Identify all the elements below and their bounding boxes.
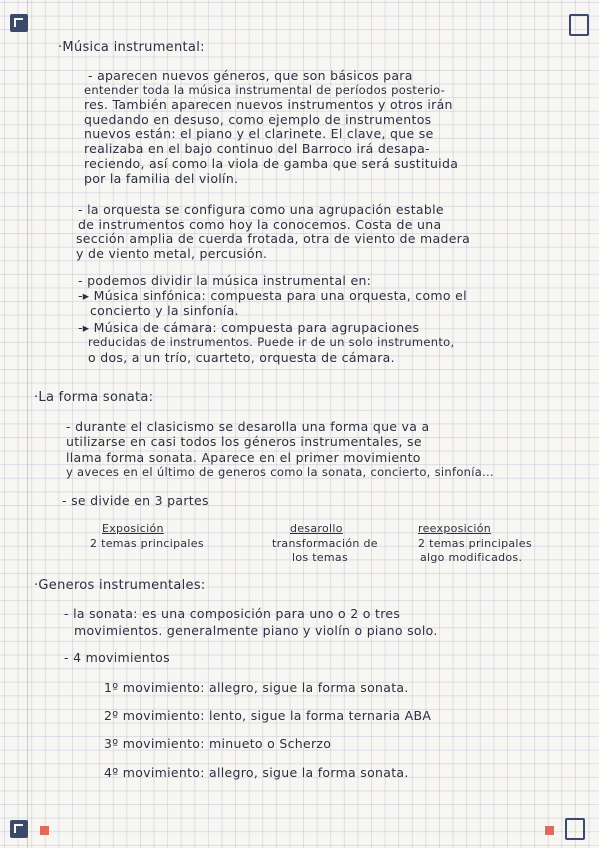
text-line: - la sonata: es una composición para uno o 2 o tres (64, 606, 401, 621)
column-text: algo modificados. (420, 551, 523, 564)
text-line: y aveces en el último de generos como la sonata, concierto, sinfonía... (66, 465, 494, 479)
corner-mark-icon (569, 14, 589, 36)
column-title-reexposicion: reexposición (418, 522, 492, 535)
text-line: res. También aparecen nuevos instrumentos y otros irán (84, 97, 453, 112)
text-line: sección amplia de cuerda frotada, otra de viento de madera (76, 231, 471, 246)
text-line: realizaba en el bajo continuo del Barroco irá desapa- (84, 141, 430, 156)
text-line: movimientos. generalmente piano y violín o piano solo. (74, 623, 438, 638)
text-line: utilizarse en casi todos los géneros instrumentales, se (66, 434, 422, 449)
text-line: o dos, a un trío, cuarteto, orquesta de cámara. (88, 350, 395, 365)
text-line: - 4 movimientos (64, 650, 170, 665)
page-marker-icon (40, 826, 49, 835)
movement-item: 3º movimiento: minueto o Scherzo (104, 736, 332, 751)
margin-line (27, 0, 28, 848)
text-line: por la familia del violín. (84, 171, 239, 186)
text-line: -▸ Música sinfónica: compuesta para una orquesta, como el (78, 288, 467, 303)
section-heading-generos-instrumentales: ·Generos instrumentales: (34, 578, 206, 593)
movement-item: 2º movimiento: lento, sigue la forma ternaria ABA (104, 708, 432, 723)
text-line: concierto y la sinfonía. (90, 303, 239, 318)
text-line: de instrumentos como hoy la conocemos. Costa de una (78, 217, 442, 232)
corner-mark-icon (565, 818, 585, 840)
text-line: - podemos dividir la música instrumental en: (78, 273, 372, 288)
text-line: - aparecen nuevos géneros, que son básicos para (88, 68, 413, 83)
text-line: y de viento metal, percusión. (76, 246, 268, 261)
column-text: 2 temas principales (90, 537, 204, 550)
column-text: 2 temas principales (418, 537, 532, 550)
section-heading-musica-instrumental: ·Música instrumental: (58, 40, 205, 55)
text-line: quedando en desuso, como ejemplo de instrumentos (84, 112, 432, 127)
text-line: - se divide en 3 partes (62, 493, 209, 508)
text-line: reciendo, así como la viola de gamba que será sustituida (84, 156, 459, 171)
section-heading-forma-sonata: ·La forma sonata: (34, 390, 154, 405)
column-title-desarollo: desarollo (290, 522, 343, 535)
page-marker-icon (545, 826, 554, 835)
text-line: entender toda la música instrumental de períodos posterio- (84, 83, 446, 97)
column-title-exposicion: Exposición (102, 522, 164, 535)
text-line: reducidas de instrumentos. Puede ir de un solo instrumento, (88, 335, 455, 349)
text-line: -▸ Música de cámara: compuesta para agrupaciones (78, 320, 420, 335)
notebook-logo-icon (10, 820, 28, 838)
text-line: nuevos están: el piano y el clarinete. El clave, que se (84, 126, 434, 141)
text-line: - la orquesta se configura como una agrupación estable (78, 202, 444, 217)
column-text: los temas (292, 551, 348, 564)
text-line: - durante el clasicismo se desarolla una forma que va a (66, 419, 430, 434)
column-text: transformación de (272, 537, 378, 550)
movement-item: 1º movimiento: allegro, sigue la forma sonata. (104, 680, 409, 695)
text-line: llama forma sonata. Aparece en el primer movimiento (66, 450, 421, 465)
notebook-logo-icon (10, 14, 28, 32)
movement-item: 4º movimiento: allegro, sigue la forma sonata. (104, 765, 409, 780)
